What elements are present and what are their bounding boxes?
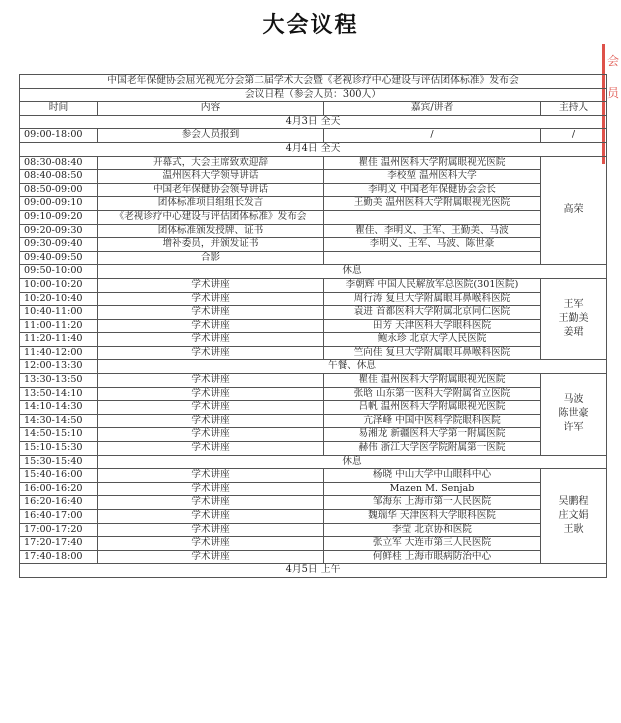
table-row <box>20 251 607 265</box>
time-cell: 09:40-09:50 <box>20 251 98 265</box>
time-cell: 08:30-08:40 <box>20 156 98 170</box>
content-cell: 学术讲座 <box>98 496 324 510</box>
time-cell: 16:20-16:40 <box>20 496 98 510</box>
speaker-cell: 张立军 大连市第三人民医院 <box>324 537 541 551</box>
table-row <box>20 238 607 252</box>
table-row <box>20 414 607 428</box>
time-cell: 14:50-15:10 <box>20 428 98 442</box>
break-label: 休息 <box>98 455 607 469</box>
table-row <box>20 482 607 496</box>
speaker-cell: 鲍永珍 北京大学人民医院 <box>324 333 541 347</box>
content-cell: 学术讲座 <box>98 442 324 456</box>
table-row <box>20 278 607 292</box>
break-label: 休息 <box>98 265 607 279</box>
content-cell: 学术讲座 <box>98 387 324 401</box>
time-cell: 08:40-08:50 <box>20 170 98 184</box>
content-cell: 增补委员，并颁发证书 <box>98 238 324 252</box>
table-row <box>20 523 607 537</box>
break-row <box>20 265 607 279</box>
day-band-row <box>20 142 607 156</box>
day-band-row <box>20 564 607 578</box>
speaker-cell: 王勤美 温州医科大学附属眼视光医院 <box>324 197 541 211</box>
content-cell: 学术讲座 <box>98 333 324 347</box>
speaker-cell: 田芳 天津医科大学眼科医院 <box>324 319 541 333</box>
conference-title: 中国老年保健协会屈光视光分会第二届学术大会暨《老视诊疗中心建设与评估团体标准》发布会 <box>20 75 607 89</box>
table-row <box>20 496 607 510</box>
host-cell: 吴鹏程 庄文娟 王耿 <box>541 469 607 564</box>
time-cell: 17:20-17:40 <box>20 537 98 551</box>
content-cell: 学术讲座 <box>98 292 324 306</box>
speaker-cell: 亢泽峰 中国中医科学院眼科医院 <box>324 414 541 428</box>
content-cell: 学术讲座 <box>98 537 324 551</box>
day-label: 4月3日 全天 <box>20 115 607 129</box>
day-label: 4月4日 全天 <box>20 142 607 156</box>
table-row <box>20 550 607 564</box>
time-cell: 11:40-12:00 <box>20 346 98 360</box>
content-cell: 学术讲座 <box>98 278 324 292</box>
time-cell: 09:50-10:00 <box>20 265 98 279</box>
time-cell: 17:40-18:00 <box>20 550 98 564</box>
table-row <box>20 469 607 483</box>
content-cell: 学术讲座 <box>98 482 324 496</box>
table-row <box>20 346 607 360</box>
time-cell: 09:10-09:20 <box>20 210 98 224</box>
content-cell: 学术讲座 <box>98 306 324 320</box>
time-cell: 08:50-09:00 <box>20 183 98 197</box>
conference-title-row <box>20 75 607 89</box>
agenda-line: 会议日程（参会人员：300人） <box>20 88 607 102</box>
speaker-cell: 李明义 中国老年保健协会会长 <box>324 183 541 197</box>
speaker-cell: 瞿佳、李明义、王军、王勤美、马波 <box>324 224 541 238</box>
time-cell: 09:20-09:30 <box>20 224 98 238</box>
host-cell: 马波 陈世豪 许军 <box>541 374 607 456</box>
page-title: 大会议程 <box>262 13 359 38</box>
agenda-table <box>19 74 607 578</box>
red-seal-stamp: 会 员 <box>602 44 621 164</box>
table-row <box>20 170 607 184</box>
break-row <box>20 360 607 374</box>
speaker-cell: 李明义、王军、马波、陈世豪 <box>324 238 541 252</box>
time-cell: 09:00-09:10 <box>20 197 98 211</box>
content-cell: 学术讲座 <box>98 510 324 524</box>
break-label: 午餐、休息 <box>98 360 607 374</box>
speaker-cell <box>324 210 541 224</box>
content-cell: 温州医科大学领导讲话 <box>98 170 324 184</box>
table-row <box>20 210 607 224</box>
table-row <box>20 183 607 197</box>
table-row <box>20 387 607 401</box>
table-row <box>20 197 607 211</box>
time-cell: 14:30-14:50 <box>20 414 98 428</box>
day-label: 4月5日 上午 <box>20 564 607 578</box>
time-cell: 11:20-11:40 <box>20 333 98 347</box>
speaker-cell: 周行涛 复旦大学附属眼耳鼻喉科医院 <box>324 292 541 306</box>
content-cell: 合影 <box>98 251 324 265</box>
speaker-cell: 邹海东 上海市第一人民医院 <box>324 496 541 510</box>
table-row <box>20 292 607 306</box>
table-row <box>20 428 607 442</box>
time-cell: 10:40-11:00 <box>20 306 98 320</box>
content-cell: 学术讲座 <box>98 414 324 428</box>
time-cell: 15:10-15:30 <box>20 442 98 456</box>
table-row <box>20 156 607 170</box>
table-row <box>20 306 607 320</box>
speaker-cell: 易湘龙 新疆医科大学第一附属医院 <box>324 428 541 442</box>
host-cell: 高荣 <box>541 156 607 265</box>
content-cell: 团体标准项目组组长发言 <box>98 197 324 211</box>
host-cell: / <box>541 129 607 143</box>
speaker-cell: Mazen M. Senjab <box>324 482 541 496</box>
table-row <box>20 224 607 238</box>
break-row <box>20 455 607 469</box>
speaker-cell: 李莹 北京协和医院 <box>324 523 541 537</box>
table-row <box>20 401 607 415</box>
column-header: 时间 <box>20 102 98 116</box>
content-cell: 学术讲座 <box>98 550 324 564</box>
time-cell: 17:00-17:20 <box>20 523 98 537</box>
table-row <box>20 442 607 456</box>
time-cell: 16:40-17:00 <box>20 510 98 524</box>
speaker-cell: 李校堃 温州医科大学 <box>324 170 541 184</box>
table-row <box>20 333 607 347</box>
time-cell: 13:30-13:50 <box>20 374 98 388</box>
time-cell: 11:00-11:20 <box>20 319 98 333</box>
time-cell: 13:50-14:10 <box>20 387 98 401</box>
speaker-cell: 魏瑞华 天津医科大学眼科医院 <box>324 510 541 524</box>
speaker-cell: 李朝辉 中国人民解放军总医院(301医院) <box>324 278 541 292</box>
content-cell: 参会人员报到 <box>98 129 324 143</box>
speaker-cell: 赫伟 浙江大学医学院附属第一医院 <box>324 442 541 456</box>
day-band-row <box>20 115 607 129</box>
content-cell: 《老视诊疗中心建设与评估团体标准》发布会 <box>98 210 324 224</box>
agenda-line-row <box>20 88 607 102</box>
time-cell: 09:30-09:40 <box>20 238 98 252</box>
content-cell: 中国老年保健协会领导讲话 <box>98 183 324 197</box>
time-cell: 15:30-15:40 <box>20 455 98 469</box>
speaker-cell: 瞿佳 温州医科大学附属眼视光医院 <box>324 156 541 170</box>
time-cell: 10:20-10:40 <box>20 292 98 306</box>
table-row <box>20 129 607 143</box>
content-cell: 学术讲座 <box>98 469 324 483</box>
speaker-cell <box>324 251 541 265</box>
column-header-row <box>20 102 607 116</box>
table-row <box>20 537 607 551</box>
time-cell: 10:00-10:20 <box>20 278 98 292</box>
speaker-cell: 吕帆 温州医科大学附属眼视光医院 <box>324 401 541 415</box>
speaker-cell: 瞿佳 温州医科大学附属眼视光医院 <box>324 374 541 388</box>
speaker-cell: 袁进 首都医科大学附属北京同仁医院 <box>324 306 541 320</box>
time-cell: 16:00-16:20 <box>20 482 98 496</box>
column-header: 内容 <box>98 102 324 116</box>
time-cell: 14:10-14:30 <box>20 401 98 415</box>
content-cell: 学术讲座 <box>98 319 324 333</box>
speaker-cell: 何鲜桂 上海市眼病防治中心 <box>324 550 541 564</box>
time-cell: 09:00-18:00 <box>20 129 98 143</box>
host-cell: 王军 王勤美 姜珺 <box>541 278 607 360</box>
content-cell: 团体标准颁发授牌、证书 <box>98 224 324 238</box>
table-row <box>20 374 607 388</box>
content-cell: 开幕式，大会主席致欢迎辞 <box>98 156 324 170</box>
speaker-cell: 杨晓 中山大学中山眼科中心 <box>324 469 541 483</box>
speaker-cell: 张晗 山东第一医科大学附属省立医院 <box>324 387 541 401</box>
column-header: 嘉宾/讲者 <box>324 102 541 116</box>
table-row <box>20 319 607 333</box>
content-cell: 学术讲座 <box>98 374 324 388</box>
content-cell: 学术讲座 <box>98 401 324 415</box>
speaker-cell: 竺向佳 复旦大学附属眼耳鼻喉科医院 <box>324 346 541 360</box>
table-row <box>20 510 607 524</box>
speaker-cell: / <box>324 129 541 143</box>
time-cell: 15:40-16:00 <box>20 469 98 483</box>
time-cell: 12:00-13:30 <box>20 360 98 374</box>
content-cell: 学术讲座 <box>98 346 324 360</box>
content-cell: 学术讲座 <box>98 428 324 442</box>
column-header: 主持人 <box>541 102 607 116</box>
content-cell: 学术讲座 <box>98 523 324 537</box>
